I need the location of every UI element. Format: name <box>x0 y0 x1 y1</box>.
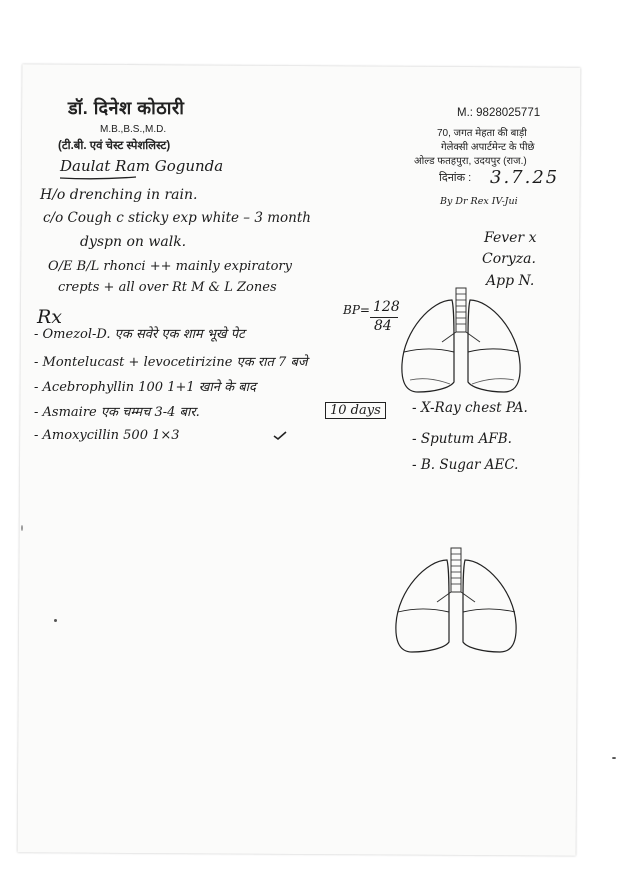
lung-diagram-annotated <box>398 286 524 398</box>
rx-item-3: - Acebrophyllin 100 1+1 खाने के बाद <box>34 380 256 395</box>
patient-name: Daulat Ram Gogunda <box>60 157 224 175</box>
exam-line-1: O/E B/L rhonci ++ mainly expiratory <box>48 259 292 274</box>
doctor-name: डॉ. दिनेश कोठारी <box>68 98 185 118</box>
history-line-1: H/o drenching in rain. <box>40 187 198 203</box>
referral-note: By Dr Rex IV-Jui <box>440 196 518 207</box>
scan-speck <box>21 525 23 531</box>
rx-item-4: - Asmaire एक चम्मच 3-4 बार. <box>34 405 200 420</box>
side-note-coryza: Coryza. <box>482 251 536 267</box>
rx-item-2: - Montelucast + levocetirizine एक रात 7 बजे <box>34 355 308 370</box>
lung-diagram-blank <box>392 546 520 658</box>
date-label: दिनांक : <box>439 172 472 184</box>
check-mark-icon <box>272 429 288 441</box>
address-line-3: ओल्ड फतहपुरा, उदयपुर (राज.) <box>414 156 527 167</box>
patient-name-underline <box>58 176 138 181</box>
rx-symbol: Rx <box>37 306 63 328</box>
bp-label: BP= <box>343 303 370 317</box>
rx-item-5: - Amoxycillin 500 1×3 <box>34 428 180 443</box>
rx-item-1: - Omezol-D. एक सवेरे एक शाम भूखे पेट <box>34 327 245 342</box>
date-value: 3.7.25 <box>490 167 560 188</box>
doctor-degrees: M.B.,B.S.,M.D. <box>100 124 167 135</box>
bp-diastolic: 84 <box>374 318 392 334</box>
doctor-mobile: M.: 9828025771 <box>457 107 541 119</box>
doctor-specialty: (टी.बी. एवं चेस्ट स्पेशलिस्ट) <box>58 140 171 152</box>
scan-speck <box>612 757 616 759</box>
investigation-sugar: - B. Sugar AEC. <box>412 457 519 473</box>
investigation-xray: - X-Ray chest PA. <box>412 400 528 416</box>
address-line-2: गेलेक्सी अपार्टमेन्ट के पीछे <box>441 142 535 153</box>
history-line-2: c/o Cough c sticky exp white – 3 month <box>43 210 311 226</box>
investigation-sputum: - Sputum AFB. <box>412 431 512 447</box>
history-line-3: dyspn on walk. <box>80 234 187 250</box>
duration-box: 10 days <box>325 402 386 419</box>
address-line-1: 70, जगत मेहता की बाड़ी <box>437 128 527 139</box>
bp-systolic: 128 <box>373 299 400 315</box>
side-note-appetite: App N. <box>486 273 535 289</box>
exam-line-2: crepts + all over Rt M & L Zones <box>58 280 277 295</box>
scan-speck <box>54 619 57 622</box>
side-note-fever: Fever x <box>484 230 537 246</box>
